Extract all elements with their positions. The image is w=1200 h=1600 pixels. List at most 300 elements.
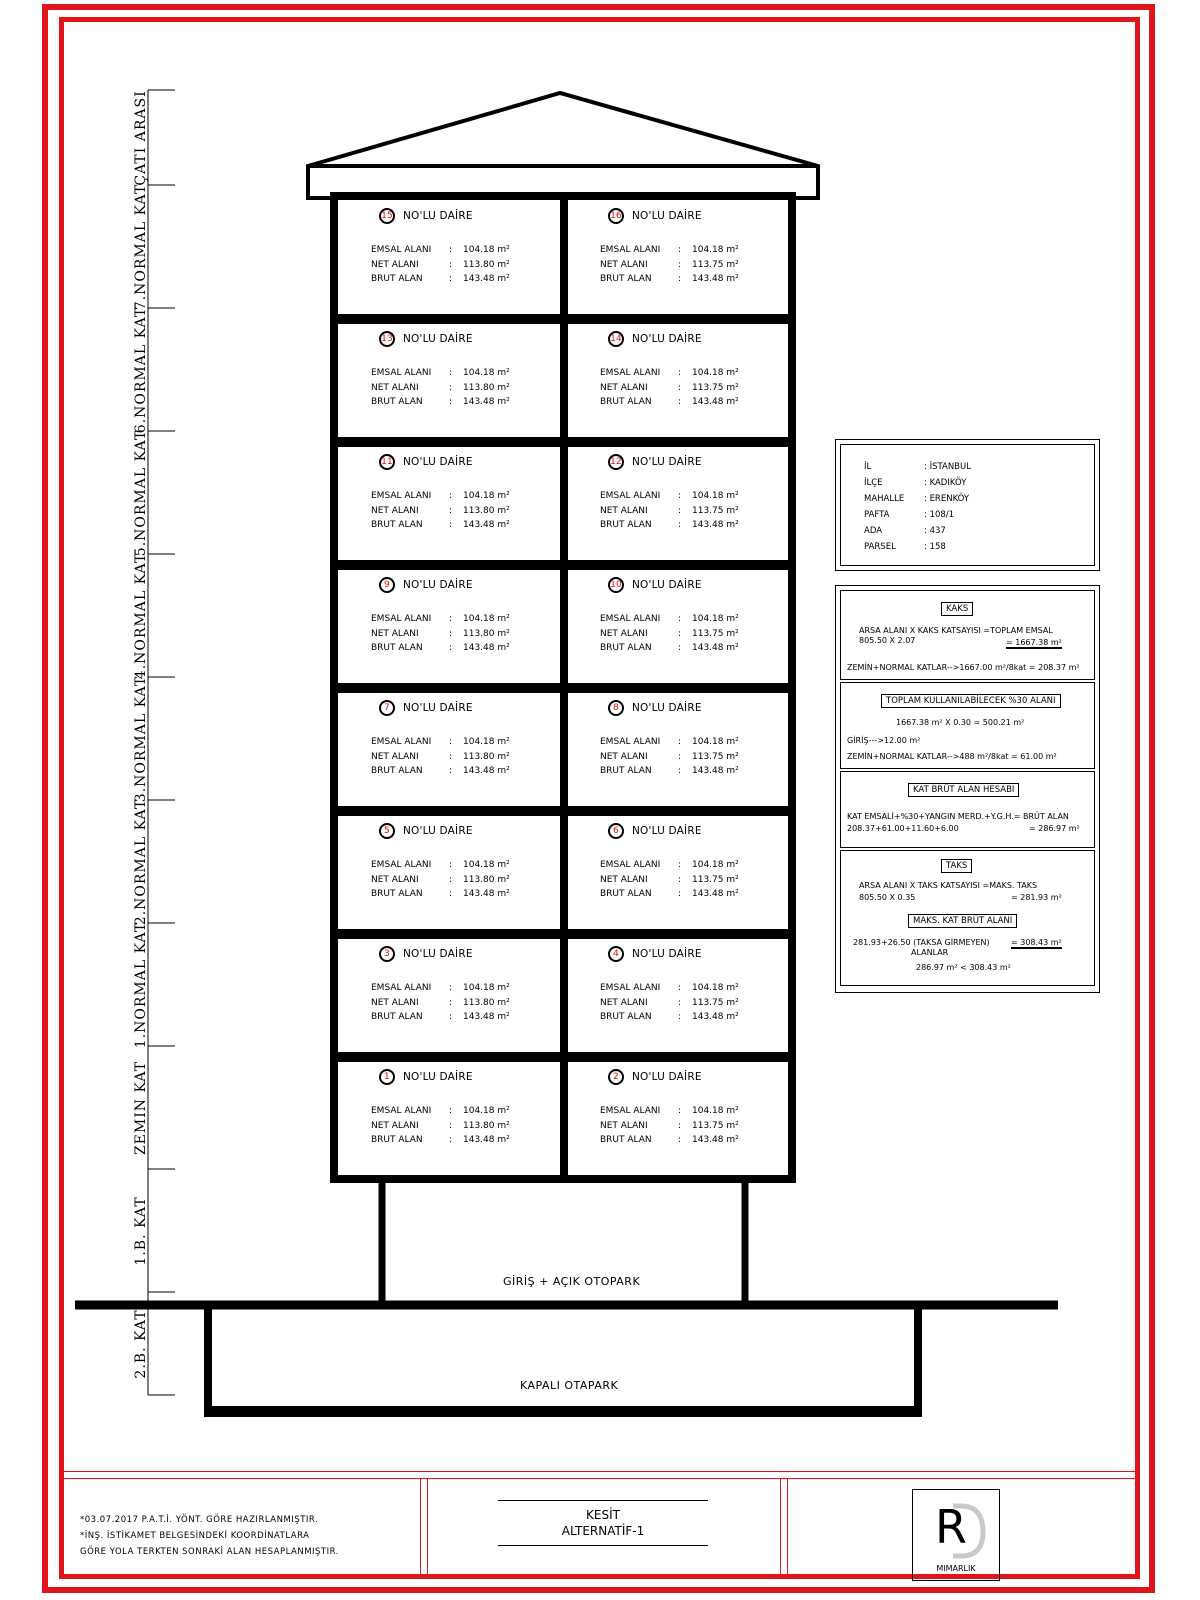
brut-row [600, 272, 739, 287]
net-label: NET ALANI [600, 382, 648, 393]
apartment-cell [572, 1061, 792, 1168]
apartment-title [598, 700, 702, 716]
emsal-row [371, 735, 510, 750]
separator: : [678, 751, 682, 762]
net-label: NET ALANI [371, 751, 419, 762]
location-key: PAFTA [864, 510, 890, 520]
brut-value: 143.48 m² [692, 643, 739, 653]
emsal-value: 104.18 m² [692, 614, 739, 624]
separator: : [678, 382, 682, 393]
separator: : [449, 520, 453, 530]
logo-text: MIMARLIK [936, 1564, 976, 1573]
apartment-title-text: NO'LU DAİRE [632, 333, 702, 345]
apartment-title [369, 454, 473, 470]
emsal-row [371, 1104, 510, 1119]
apartment-title-text: NO'LU DAİRE [403, 1071, 473, 1083]
emsal-value: 104.18 m² [692, 491, 739, 501]
brut-row [600, 518, 739, 533]
location-row [864, 526, 946, 536]
separator: : [678, 860, 682, 870]
net-label: NET ALANI [600, 874, 648, 885]
taks-line2: 805.50 X 0.35 [859, 893, 916, 902]
location-value: : 158 [924, 542, 946, 552]
separator: : [449, 737, 453, 747]
basement-label: KAPALI OTAPARK [520, 1379, 619, 1392]
emsal-label: EMSAL ALANI [371, 737, 432, 747]
separator: : [678, 368, 682, 378]
floor-label: ÇATI ARASI [133, 89, 149, 186]
brut-label: BRUT ALAN [600, 643, 652, 653]
drawing-title: KESİT [586, 1508, 620, 1522]
brut-row [600, 887, 739, 902]
separator: : [678, 274, 682, 284]
brut-row [600, 1133, 739, 1148]
separator: : [449, 628, 453, 639]
separator: : [678, 491, 682, 501]
separator: : [449, 491, 453, 501]
net-label: NET ALANI [371, 1120, 419, 1131]
toplam-box [840, 682, 1095, 769]
brut-value: 143.48 m² [692, 397, 739, 407]
net-value: 113.80 m² [463, 874, 510, 885]
brut-label: BRUT ALAN [600, 1012, 652, 1022]
separator: : [678, 505, 682, 516]
apartment-cell [343, 1061, 563, 1168]
footer-notes [80, 1512, 339, 1560]
separator: : [678, 737, 682, 747]
apartment-cell [343, 323, 563, 430]
emsal-row [600, 243, 739, 258]
separator: : [449, 1106, 453, 1116]
apartment-title [598, 1069, 702, 1085]
basement-outline [208, 1305, 918, 1410]
brut-value: 143.48 m² [463, 520, 510, 530]
emsal-label: EMSAL ALANI [600, 614, 661, 624]
floor-label: 3.NORMAL KAT [133, 675, 149, 802]
net-value: 113.75 m² [692, 874, 739, 885]
apartment-title [369, 577, 473, 593]
brut-label: BRUT ALAN [371, 889, 423, 899]
net-row [600, 1119, 739, 1134]
separator: : [449, 614, 453, 624]
brut-value: 143.48 m² [463, 274, 510, 284]
separator: : [449, 368, 453, 378]
maks-line4: 286.97 m² < 308.43 m² [916, 963, 1011, 972]
brut-row [600, 641, 739, 656]
apartment-cell [343, 569, 563, 676]
apartment-number: 13 [379, 331, 395, 347]
emsal-label: EMSAL ALANI [371, 491, 432, 501]
emsal-row [371, 858, 510, 873]
apartment-cell [572, 938, 792, 1045]
emsal-label: EMSAL ALANI [371, 983, 432, 993]
brut-value: 143.48 m² [463, 397, 510, 407]
apartment-title [369, 1069, 473, 1085]
separator: : [678, 245, 682, 255]
apartment-title [369, 823, 473, 839]
taks-box [840, 850, 1095, 986]
brut-row [371, 395, 510, 410]
net-label: NET ALANI [600, 505, 648, 516]
net-label: NET ALANI [600, 628, 648, 639]
location-row [864, 462, 971, 472]
location-row [864, 478, 966, 488]
net-value: 113.80 m² [463, 751, 510, 762]
separator: : [449, 766, 453, 776]
emsal-label: EMSAL ALANI [371, 1106, 432, 1116]
apartment-cell [572, 815, 792, 922]
location-value: : 437 [924, 526, 946, 536]
apartment-area-table [600, 1104, 739, 1148]
apartment-area-table [371, 981, 510, 1025]
apartment-cell [572, 446, 792, 553]
separator: : [449, 889, 453, 899]
brut-value: 143.48 m² [692, 520, 739, 530]
separator: : [449, 1135, 453, 1145]
apartment-area-table [600, 489, 739, 533]
logo-letter: R [935, 1500, 967, 1554]
brut-label: BRUT ALAN [371, 1135, 423, 1145]
taks-line3: = 281.93 m² [1011, 893, 1062, 902]
emsal-label: EMSAL ALANI [371, 245, 432, 255]
apartment-area-table [600, 981, 739, 1025]
kaks-line4: ZEMİN+NORMAL KATLAR-->1667.00 m²/8kat = 208.37 m² [847, 663, 1080, 672]
apartment-number: 1 [379, 1069, 395, 1085]
emsal-label: EMSAL ALANI [600, 737, 661, 747]
net-label: NET ALANI [600, 1120, 648, 1131]
apartment-number: 4 [608, 946, 624, 962]
kat-brut-title: KAT BRÜT ALAN HESABI [908, 783, 1019, 797]
net-row [600, 258, 739, 273]
apartment-title [598, 577, 702, 593]
emsal-label: EMSAL ALANI [600, 245, 661, 255]
separator: : [449, 643, 453, 653]
maks-title: MAKS. KAT BRÜT ALANI [908, 914, 1017, 928]
net-label: NET ALANI [371, 874, 419, 885]
separator: : [449, 997, 453, 1008]
net-row [600, 873, 739, 888]
emsal-label: EMSAL ALANI [600, 491, 661, 501]
brut-label: BRUT ALAN [600, 274, 652, 284]
drawing-subtitle: ALTERNATİF-1 [561, 1524, 645, 1538]
apartment-title-text: NO'LU DAİRE [632, 579, 702, 591]
emsal-row [371, 489, 510, 504]
emsal-value: 104.18 m² [692, 245, 739, 255]
net-label: NET ALANI [600, 259, 648, 270]
emsal-label: EMSAL ALANI [600, 368, 661, 378]
location-key: İL [864, 462, 872, 472]
net-value: 113.80 m² [463, 259, 510, 270]
emsal-value: 104.18 m² [692, 860, 739, 870]
apartment-number: 10 [608, 577, 624, 593]
maks-line1: 281.93+26.50 (TAKSA GİRMEYEN) [853, 938, 990, 947]
brut-value: 143.48 m² [692, 274, 739, 284]
apartment-cell [572, 569, 792, 676]
apartment-area-table [371, 612, 510, 656]
net-row [371, 627, 510, 642]
brut-row [371, 518, 510, 533]
brut-row [371, 764, 510, 779]
emsal-row [600, 489, 739, 504]
separator: : [678, 520, 682, 530]
net-row [371, 996, 510, 1011]
brut-label: BRUT ALAN [371, 274, 423, 284]
maks-line2: ALANLAR [911, 948, 949, 957]
apartment-cell [572, 692, 792, 799]
emsal-row [371, 243, 510, 258]
location-key: PARSEL [864, 542, 896, 552]
brut-row [600, 395, 739, 410]
apartment-area-table [371, 1104, 510, 1148]
apartment-number: 12 [608, 454, 624, 470]
apartment-cell [343, 446, 563, 553]
kaks-line2: 805.50 X 2.07 [859, 636, 916, 645]
emsal-label: EMSAL ALANI [600, 983, 661, 993]
apartment-title-text: NO'LU DAİRE [403, 333, 473, 345]
emsal-label: EMSAL ALANI [600, 1106, 661, 1116]
apartment-area-table [600, 735, 739, 779]
brut-label: BRUT ALAN [600, 397, 652, 407]
apartment-title [369, 700, 473, 716]
net-row [600, 381, 739, 396]
apartment-title-text: NO'LU DAİRE [632, 210, 702, 222]
taks-title: TAKS [941, 859, 972, 873]
emsal-value: 104.18 m² [463, 491, 510, 501]
separator: : [449, 505, 453, 516]
brut-value: 143.48 m² [463, 1012, 510, 1022]
net-value: 113.80 m² [463, 505, 510, 516]
kaks-box [840, 590, 1095, 680]
location-value: : ERENKÖY [924, 494, 970, 504]
net-value: 113.80 m² [463, 628, 510, 639]
location-value: : İSTANBUL [924, 462, 971, 472]
apartment-number: 15 [379, 208, 395, 224]
separator: : [678, 614, 682, 624]
brut-label: BRUT ALAN [371, 643, 423, 653]
footer-note-2: *İNŞ. İSTİKAMET BELGESİNDEKİ KOORDİNATLARA [80, 1531, 310, 1541]
brut-row [371, 272, 510, 287]
net-label: NET ALANI [371, 997, 419, 1008]
location-row [864, 494, 969, 504]
location-key: İLÇE [864, 478, 883, 488]
net-label: NET ALANI [371, 505, 419, 516]
floor-label: 1.NORMAL KAT [133, 921, 149, 1048]
emsal-row [600, 981, 739, 996]
net-value: 113.75 m² [692, 997, 739, 1008]
apartment-cell [343, 692, 563, 799]
separator: : [449, 983, 453, 993]
apartment-title-text: NO'LU DAİRE [632, 825, 702, 837]
emsal-value: 104.18 m² [692, 983, 739, 993]
brut-value: 143.48 m² [463, 643, 510, 653]
net-row [371, 258, 510, 273]
separator: : [678, 1106, 682, 1116]
location-row [864, 510, 954, 520]
separator: : [449, 860, 453, 870]
apartment-title-text: NO'LU DAİRE [403, 702, 473, 714]
separator: : [449, 259, 453, 270]
net-label: NET ALANI [600, 751, 648, 762]
brut-row [600, 764, 739, 779]
net-value: 113.75 m² [692, 259, 739, 270]
separator: : [678, 997, 682, 1008]
brut-value: 143.48 m² [692, 766, 739, 776]
emsal-row [600, 366, 739, 381]
footer-note-1: *03.07.2017 P.A.T.İ. YÖNT. GÖRE HAZIRLANMIŞTIR. [80, 1515, 319, 1525]
brut-label: BRUT ALAN [600, 889, 652, 899]
separator: : [678, 983, 682, 993]
emsal-row [600, 735, 739, 750]
apartment-title-text: NO'LU DAİRE [403, 210, 473, 222]
apartment-area-table [600, 366, 739, 410]
emsal-row [371, 612, 510, 627]
emsal-value: 104.18 m² [692, 737, 739, 747]
brut-value: 143.48 m² [463, 1135, 510, 1145]
apartment-area-table [371, 243, 510, 287]
separator: : [449, 274, 453, 284]
brut-row [371, 641, 510, 656]
apartment-cell [572, 200, 792, 307]
kat-brut-box [840, 771, 1095, 848]
kat-brut-line3: = 286.97 m² [1029, 824, 1080, 833]
apartment-area-table [600, 858, 739, 902]
apartment-title [598, 454, 702, 470]
footer-note-3: GÖRE YOLA TERKTEN SONRAKİ ALAN HESAPLANMIŞTIR. [80, 1547, 339, 1557]
brut-label: BRUT ALAN [600, 520, 652, 530]
entrance-label: GİRİŞ + AÇIK OTOPARK [503, 1275, 641, 1288]
separator: : [678, 1012, 682, 1022]
brut-value: 143.48 m² [463, 766, 510, 776]
net-label: NET ALANI [371, 259, 419, 270]
emsal-value: 104.18 m² [463, 737, 510, 747]
net-value: 113.75 m² [692, 628, 739, 639]
brut-value: 143.48 m² [692, 1012, 739, 1022]
apartment-area-table [371, 735, 510, 779]
separator: : [449, 382, 453, 393]
separator: : [449, 1012, 453, 1022]
apartment-title-text: NO'LU DAİRE [403, 825, 473, 837]
apartment-title-text: NO'LU DAİRE [632, 456, 702, 468]
location-key: ADA [864, 526, 883, 536]
apartment-cell [343, 815, 563, 922]
apartment-number: 5 [379, 823, 395, 839]
kat-brut-line2: 208.37+61.00+11.60+6.00 [847, 824, 959, 833]
emsal-label: EMSAL ALANI [371, 614, 432, 624]
company-logo [912, 1489, 1000, 1581]
brut-label: BRUT ALAN [600, 1135, 652, 1145]
net-value: 113.75 m² [692, 505, 739, 516]
toplam-line3: ZEMİN+NORMAL KATLAR-->488 m²/8kat = 61.00 m² [847, 752, 1057, 761]
apartment-title-text: NO'LU DAİRE [403, 948, 473, 960]
separator: : [449, 874, 453, 885]
emsal-label: EMSAL ALANI [600, 860, 661, 870]
toplam-title: TOPLAM KULLANILABİLECEK %30 ALANI [881, 694, 1061, 708]
brut-value: 143.48 m² [692, 1135, 739, 1145]
brut-row [371, 1010, 510, 1025]
net-row [600, 627, 739, 642]
separator: : [678, 766, 682, 776]
net-value: 113.80 m² [463, 382, 510, 393]
apartment-number: 14 [608, 331, 624, 347]
emsal-row [600, 858, 739, 873]
emsal-value: 104.18 m² [463, 1106, 510, 1116]
brut-row [371, 1133, 510, 1148]
separator: : [678, 628, 682, 639]
emsal-label: EMSAL ALANI [371, 860, 432, 870]
toplam-line1: 1667.38 m² X 0.30 = 500.21 m² [896, 718, 1025, 727]
floor-label: 6.NORMAL KAT [133, 306, 149, 433]
net-label: NET ALANI [600, 997, 648, 1008]
location-value: : 108/1 [924, 510, 955, 520]
roof-shape [308, 93, 818, 198]
emsal-label: EMSAL ALANI [371, 368, 432, 378]
floor-label: ZEMIN KAT [133, 1060, 149, 1155]
location-row [864, 542, 946, 552]
net-row [371, 504, 510, 519]
apartment-number: 6 [608, 823, 624, 839]
floor-label: 2.NORMAL KAT [133, 798, 149, 925]
apartment-title [369, 331, 473, 347]
net-row [371, 873, 510, 888]
floor-label: 7.NORMAL KAT [133, 183, 149, 310]
kaks-title: KAKS [941, 602, 973, 616]
brut-label: BRUT ALAN [371, 766, 423, 776]
apartment-title-text: NO'LU DAİRE [632, 948, 702, 960]
net-row [600, 750, 739, 765]
separator: : [678, 259, 682, 270]
brut-label: BRUT ALAN [371, 520, 423, 530]
net-row [600, 504, 739, 519]
apartment-title [598, 208, 702, 224]
brut-value: 143.48 m² [463, 889, 510, 899]
emsal-value: 104.18 m² [692, 1106, 739, 1116]
net-label: NET ALANI [371, 628, 419, 639]
separator: : [449, 397, 453, 407]
net-row [371, 750, 510, 765]
emsal-row [600, 1104, 739, 1119]
apartment-number: 11 [379, 454, 395, 470]
net-label: NET ALANI [371, 382, 419, 393]
apartment-cell [343, 200, 563, 307]
emsal-value: 104.18 m² [463, 245, 510, 255]
apartment-title [369, 946, 473, 962]
net-row [371, 381, 510, 396]
separator: : [449, 245, 453, 255]
apartment-area-table [600, 612, 739, 656]
brut-label: BRUT ALAN [371, 397, 423, 407]
net-value: 113.75 m² [692, 751, 739, 762]
separator: : [678, 1120, 682, 1131]
apartment-cell [343, 938, 563, 1045]
apartment-title-text: NO'LU DAİRE [632, 702, 702, 714]
net-row [600, 996, 739, 1011]
brut-label: BRUT ALAN [371, 1012, 423, 1022]
brut-row [371, 887, 510, 902]
kat-brut-line1: KAT EMSALİ+%30+YANGIN MERD.+Y.G.H.= BRÜT ALAN [847, 812, 1069, 821]
apartment-area-table [371, 366, 510, 410]
apartment-title-text: NO'LU DAİRE [632, 1071, 702, 1083]
apartment-area-table [600, 243, 739, 287]
taks-line1: ARSA ALANI X TAKS KATSAYISI =MAKS. TAKS [859, 881, 1038, 890]
net-value: 113.75 m² [692, 1120, 739, 1131]
level-ruler [148, 90, 175, 1395]
separator: : [678, 643, 682, 653]
location-key: MAHALLE [864, 494, 905, 504]
apartment-number: 2 [608, 1069, 624, 1085]
apartment-title [598, 331, 702, 347]
apartment-title [598, 946, 702, 962]
apartment-area-table [371, 489, 510, 533]
